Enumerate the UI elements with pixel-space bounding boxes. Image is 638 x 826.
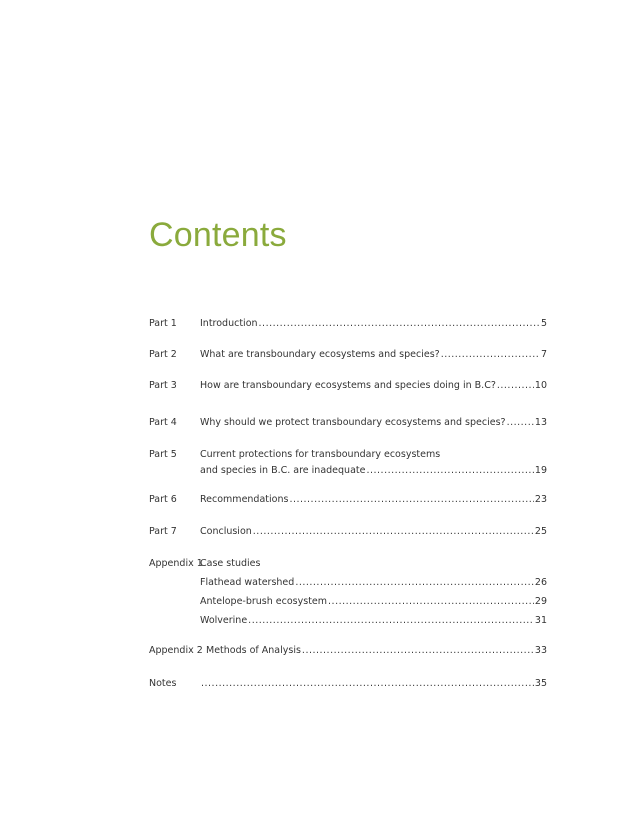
toc-page-number[interactable]: 31 [534, 615, 547, 626]
toc-entry-part-6 [149, 492, 547, 508]
toc-part-label: Appendix 2 [149, 645, 203, 656]
dot-leader [289, 492, 533, 508]
toc-subentry-title[interactable]: Antelope-brush ecosystem [200, 596, 328, 607]
toc-part-label: Part 6 [149, 494, 177, 505]
toc-part-label: Part 4 [149, 417, 177, 428]
toc-part-label: Part 5 [149, 449, 177, 460]
toc-entry-part-5 [149, 447, 547, 479]
toc-entry-title[interactable]: Methods of Analysis [206, 645, 301, 656]
dot-leader [248, 613, 534, 629]
dot-leader [441, 347, 540, 363]
toc-page-number[interactable]: 25 [534, 526, 547, 537]
toc-entry-part-7 [149, 524, 547, 540]
dot-leader [295, 575, 534, 591]
toc-page-number[interactable]: 10 [534, 380, 547, 391]
toc-part-label: Notes [149, 678, 177, 689]
toc-entry-notes [149, 676, 547, 692]
toc-page-number[interactable]: 7 [540, 349, 547, 360]
toc-part-label: Part 1 [149, 318, 177, 329]
dot-leader [302, 643, 534, 659]
dot-leader [507, 415, 534, 431]
toc-entry-title[interactable]: Conclusion [200, 526, 252, 537]
toc-entry-title[interactable]: How are transboundary ecosystems and species doing in B.C? [200, 380, 496, 391]
toc-entry-part-1 [149, 316, 547, 332]
toc-subentry-title[interactable]: Flathead watershed [200, 577, 295, 588]
toc-page-number[interactable]: 35 [534, 678, 547, 689]
toc-part-label: Part 7 [149, 526, 177, 537]
toc-page-number[interactable]: 19 [534, 465, 547, 476]
dot-leader [366, 463, 533, 479]
toc-entry-appendix-2 [149, 643, 547, 659]
toc-page-number[interactable]: 5 [540, 318, 547, 329]
page-title: Contents [149, 216, 287, 254]
toc-entry-appendix-1 [149, 556, 547, 629]
toc-entry-part-2 [149, 347, 547, 363]
toc-subentry-title[interactable]: Wolverine [200, 615, 248, 626]
toc-page-number[interactable]: 23 [534, 494, 547, 505]
toc-entry-title[interactable]: Why should we protect transboundary ecosystems and species? [200, 417, 506, 428]
toc-entry-part-3 [149, 378, 547, 394]
toc-entry-title[interactable]: Introduction [200, 318, 258, 329]
dot-leader [328, 594, 534, 610]
dot-leader [259, 316, 540, 332]
toc-part-label: Part 2 [149, 349, 177, 360]
toc-entry-title[interactable]: Recommendations [200, 494, 289, 505]
toc-entry-title[interactable]: and species in B.C. are inadequate [200, 465, 366, 476]
toc-section-heading[interactable]: Case studies [200, 558, 261, 569]
toc-entry-title[interactable]: What are transboundary ecosystems and species? [200, 349, 440, 360]
toc-entry-title-line-1[interactable]: Current protections for transboundary ecosystems [200, 449, 441, 460]
toc-page-number[interactable]: 29 [534, 596, 547, 607]
toc-part-label: Part 3 [149, 380, 177, 391]
toc-page-number[interactable]: 13 [534, 417, 547, 428]
toc-entry-part-4 [149, 415, 547, 431]
toc-page-number[interactable]: 33 [534, 645, 547, 656]
toc-part-label: Appendix 1 [149, 558, 203, 569]
toc-page-number[interactable]: 26 [534, 577, 547, 588]
dot-leader [497, 378, 534, 394]
dot-leader [201, 676, 534, 692]
dot-leader [253, 524, 534, 540]
